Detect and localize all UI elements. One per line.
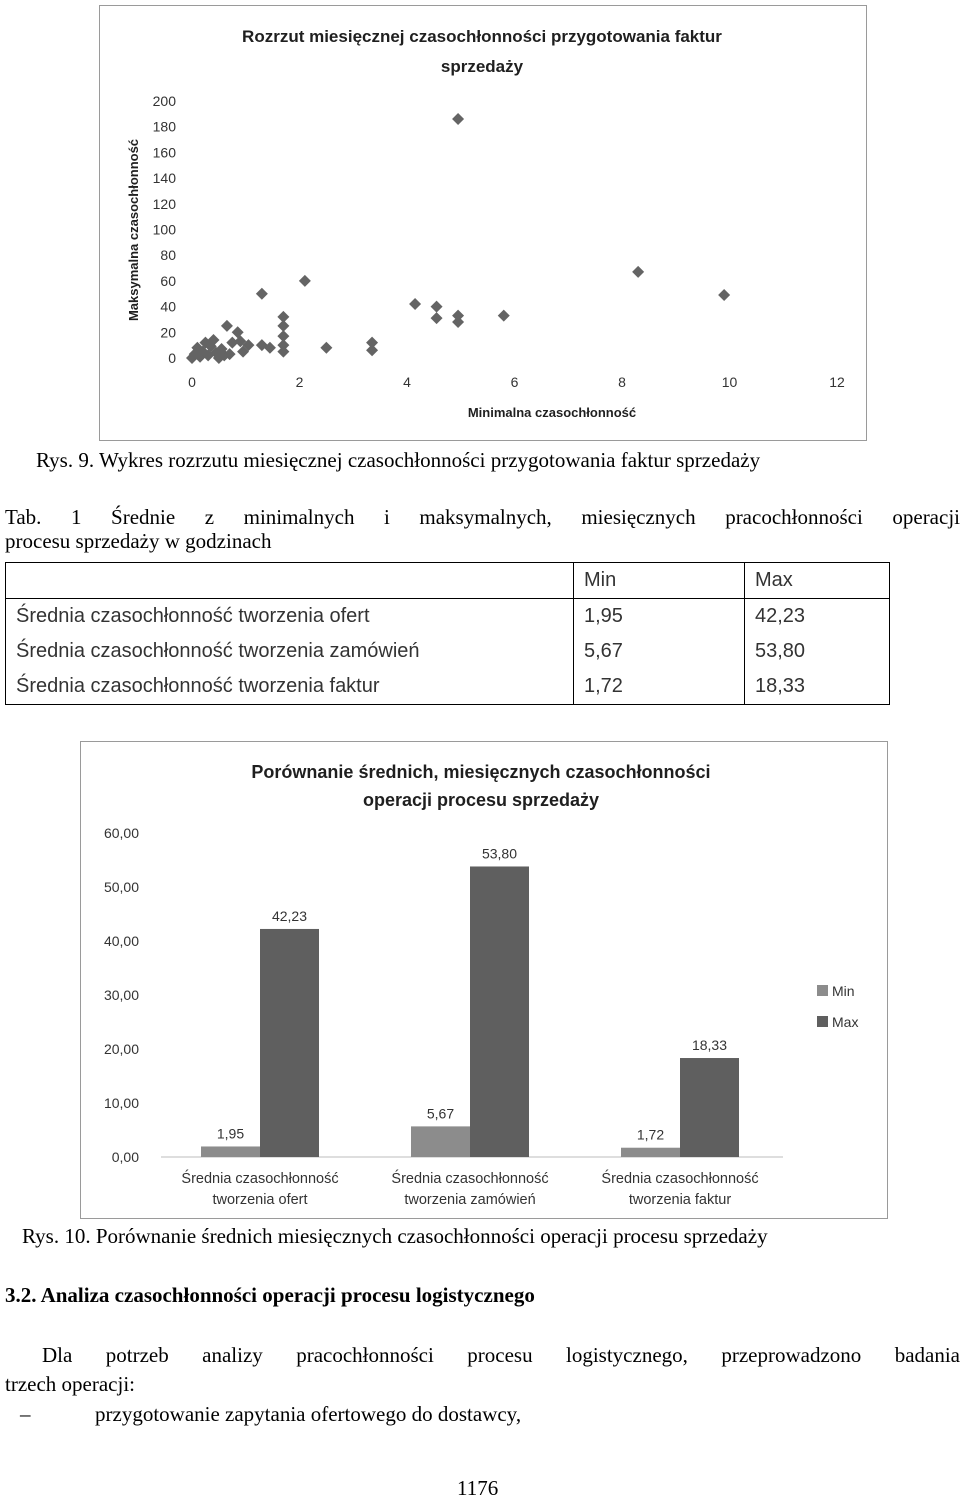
table-1-caption-line1: Tab. 1 Średnie z minimalnych i maksymalnych, miesięcznych pracochłonności operacji bbox=[5, 505, 960, 529]
table-1-caption-line2: procesu sprzedaży w godzinach bbox=[5, 529, 272, 553]
scatter-y-tick-label: 120 bbox=[152, 195, 176, 212]
table-header-min: Min bbox=[574, 563, 745, 599]
scatter-x-tick-label: 0 bbox=[188, 374, 196, 390]
paragraph-line1: Dla potrzeb analizy pracochłonności procesu logistycznego, przeprowadzono badania bbox=[42, 1343, 960, 1367]
bar-chart bbox=[81, 742, 887, 1218]
bar-category-label: Średnia czasochłonność bbox=[181, 1171, 339, 1187]
legend-label-min: Min bbox=[832, 983, 855, 999]
table-cell-min: 1,95 bbox=[574, 599, 745, 635]
bar-title-line2: operacji procesu sprzedaży bbox=[362, 790, 600, 810]
scatter-point bbox=[299, 275, 311, 287]
table-cell-label: Średnia czasochłonność tworzenia faktur bbox=[6, 669, 574, 705]
table-cell-max: 18,33 bbox=[745, 669, 890, 705]
scatter-y-axis-label: Maksymalna czasochłonność bbox=[126, 138, 141, 322]
table-cell-label: Średnia czasochłonność tworzenia ofert bbox=[6, 599, 574, 635]
section-heading: 3.2. Analiza czasochłonności operacji procesu logistycznego bbox=[5, 1283, 535, 1307]
bar-figure bbox=[80, 741, 888, 1219]
bar-category-label: tworzenia ofert bbox=[212, 1192, 308, 1208]
bar-y-tick-label: 40,00 bbox=[103, 933, 139, 949]
bar-y-tick-label: 60,00 bbox=[103, 825, 139, 841]
paragraph-line2: trzech operacji: bbox=[5, 1372, 135, 1396]
scatter-y-tick-label: 60 bbox=[160, 272, 176, 289]
figure-10-caption: Rys. 10. Porównanie średnich miesięcznych czasochłonności operacji procesu sprzedaży bbox=[22, 1224, 768, 1248]
bar-max bbox=[680, 1058, 739, 1157]
scatter-x-tick-label: 10 bbox=[721, 374, 738, 390]
scatter-figure bbox=[99, 5, 867, 441]
bar-title-line1: Porównanie średnich, miesięcznych czasochłonności bbox=[251, 762, 711, 782]
scatter-point bbox=[277, 320, 289, 332]
table-header-row bbox=[6, 563, 890, 599]
bar-category-label: tworzenia zamówień bbox=[404, 1192, 536, 1208]
scatter-title-line1: Rozrzut miesięcznej czasochłonności przygotowania faktur bbox=[242, 27, 722, 46]
scatter-y-tick-label: 200 bbox=[152, 93, 176, 109]
bar-data-label: 53,80 bbox=[481, 845, 518, 862]
scatter-point bbox=[431, 301, 443, 313]
scatter-y-tick-label: 80 bbox=[160, 247, 176, 264]
legend-label-max: Max bbox=[832, 1014, 859, 1030]
bar-data-label: 1,72 bbox=[636, 1126, 665, 1143]
bar-min bbox=[201, 1146, 260, 1157]
scatter-y-tick-label: 0 bbox=[168, 350, 176, 366]
bar-data-label: 18,33 bbox=[691, 1037, 728, 1054]
bar-y-tick-label: 0,00 bbox=[111, 1149, 139, 1165]
scatter-point bbox=[320, 342, 332, 354]
figure-9-caption: Rys. 9. Wykres rozrzutu miesięcznej czasochłonności przygotowania faktur sprzedaży bbox=[36, 448, 761, 472]
bar-category-label: Średnia czasochłonność bbox=[601, 1171, 759, 1187]
scatter-x-tick-label: 6 bbox=[510, 374, 519, 390]
table-row bbox=[6, 634, 890, 669]
scatter-y-tick-label: 180 bbox=[152, 118, 176, 135]
bar-y-tick-label: 50,00 bbox=[103, 879, 139, 895]
scatter-point bbox=[452, 316, 464, 328]
bullet-item: przygotowanie zapytania ofertowego do dostawcy, bbox=[95, 1402, 522, 1426]
scatter-point bbox=[498, 310, 510, 322]
bar-max bbox=[470, 866, 529, 1157]
bar-y-tick-label: 30,00 bbox=[103, 987, 139, 1003]
scatter-point bbox=[221, 320, 233, 332]
bar-data-label: 5,67 bbox=[426, 1105, 455, 1122]
scatter-y-tick-label: 140 bbox=[152, 170, 176, 187]
table-cell-min: 5,67 bbox=[574, 634, 745, 669]
scatter-x-axis-label: Minimalna czasochłonność bbox=[467, 405, 637, 420]
bar-y-tick-label: 10,00 bbox=[103, 1095, 139, 1111]
table-row bbox=[6, 669, 890, 705]
scatter-point bbox=[632, 266, 644, 278]
table-header-max: Max bbox=[745, 563, 890, 599]
scatter-y-tick-label: 20 bbox=[160, 324, 176, 341]
scatter-point bbox=[431, 312, 443, 324]
bar-data-label: 1,95 bbox=[216, 1125, 245, 1142]
scatter-y-tick-label: 40 bbox=[160, 298, 176, 315]
bullet-dash: – bbox=[20, 1402, 31, 1426]
table-header-empty bbox=[6, 563, 574, 599]
bar-category-label: tworzenia faktur bbox=[628, 1192, 732, 1208]
bar-min bbox=[411, 1126, 470, 1157]
legend-swatch-max bbox=[817, 1016, 828, 1027]
scatter-chart bbox=[100, 6, 866, 440]
bar-category-label: Średnia czasochłonność bbox=[391, 1171, 549, 1187]
scatter-y-tick-label: 100 bbox=[152, 221, 176, 238]
scatter-x-tick-label: 2 bbox=[295, 374, 304, 390]
scatter-point bbox=[256, 288, 268, 300]
bar-y-tick-label: 20,00 bbox=[103, 1041, 139, 1057]
table-cell-min: 1,72 bbox=[574, 669, 745, 705]
scatter-point bbox=[277, 346, 289, 358]
scatter-y-tick-label: 160 bbox=[152, 144, 176, 161]
averages-table bbox=[5, 562, 890, 705]
bar-max bbox=[260, 929, 319, 1157]
table-cell-max: 53,80 bbox=[745, 634, 890, 669]
bar-min bbox=[621, 1148, 680, 1157]
scatter-point bbox=[409, 298, 421, 310]
scatter-point bbox=[718, 289, 730, 301]
legend-swatch-min bbox=[817, 985, 828, 996]
scatter-x-tick-label: 12 bbox=[829, 374, 845, 390]
page-number: 1176 bbox=[457, 1476, 499, 1500]
table-row bbox=[6, 599, 890, 635]
scatter-title-line2: sprzedaży bbox=[440, 57, 524, 76]
table-cell-max: 42,23 bbox=[745, 599, 890, 635]
scatter-x-tick-label: 4 bbox=[403, 374, 411, 390]
bar-data-label: 42,23 bbox=[271, 907, 308, 924]
scatter-point bbox=[232, 326, 244, 338]
table-cell-label: Średnia czasochłonność tworzenia zamówień bbox=[6, 634, 574, 669]
scatter-x-tick-label: 8 bbox=[618, 374, 626, 390]
scatter-point bbox=[452, 113, 464, 125]
scatter-point bbox=[366, 344, 378, 356]
